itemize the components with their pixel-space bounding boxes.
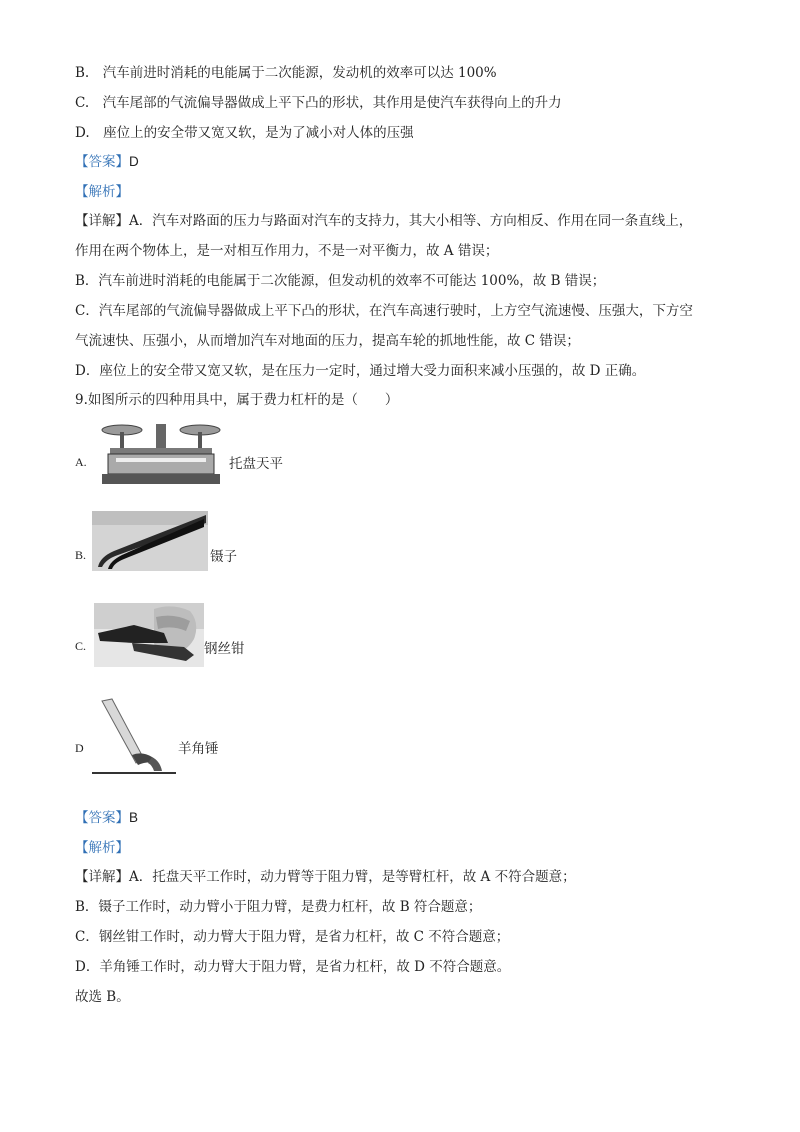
answer-label: 【答案】	[75, 154, 129, 170]
detail-line: 【详解】A．汽车对路面的压力与路面对汽车的支持力，其大小相等、方向相反、作用在同一条直线上，	[75, 213, 693, 229]
option-label: C.	[75, 639, 87, 653]
analysis-label: 【解析】	[75, 840, 129, 856]
detail-line: D．座位上的安全带又宽又软，是在压力一定时，通过增大受力面积来减小压强的，故 D 正确。	[75, 363, 646, 379]
option-label: B.	[75, 548, 87, 562]
tweezers-image	[92, 511, 208, 571]
option-caption: 钢丝钳	[204, 641, 245, 657]
conclusion: 故选 B。	[75, 989, 130, 1005]
detail-line: 作用在两个物体上，是一对相互作用力，不是一对平衡力，故 A 错误；	[75, 243, 499, 259]
balance-scale-image	[100, 420, 222, 488]
answer-label: 【答案】	[75, 810, 129, 826]
option-caption: 羊角锤	[178, 741, 219, 757]
analysis-label: 【解析】	[75, 184, 129, 200]
answer	[75, 808, 138, 828]
detail-line: D．羊角锤工作时，动力臂大于阻力臂，是省力杠杆，故 D 不符合题意。	[75, 959, 511, 975]
previous-answer	[75, 152, 139, 172]
option-d-text: D. 座位上的安全带又宽又软，是为了减小对人体的压强	[75, 125, 414, 141]
pliers-image	[94, 603, 204, 667]
answer-value: B	[129, 810, 139, 825]
detail-line: B．镊子工作时，动力臂小于阻力臂，是费力杠杆，故 B 符合题意；	[75, 899, 482, 915]
answer-value: D	[129, 154, 139, 169]
option-caption: 托盘天平	[229, 456, 283, 472]
detail-line: C．汽车尾部的气流偏导器做成上平下凸的形状，在汽车高速行驶时，上方空气流速慢、压强大，下方空	[75, 303, 693, 319]
detail-line: 【详解】A．托盘天平工作时，动力臂等于阻力臂，是等臂杠杆，故 A 不符合题意；	[75, 869, 576, 885]
detail-line: C．钢丝钳工作时，动力臂大于阻力臂，是省力杠杆，故 C 不符合题意；	[75, 929, 510, 945]
detail-line: 气流速快、压强小，从而增加汽车对地面的压力，提高车轮的抓地性能，故 C 错误；	[75, 333, 580, 349]
option-label: D	[75, 741, 84, 755]
question-stem: 9.如图所示的四种用具中，属于费力杠杆的是（ ）	[75, 392, 399, 408]
option-c-text: C. 汽车尾部的气流偏导器做成上平下凸的形状，其作用是使汽车获得向上的升力	[75, 95, 562, 111]
detail-line: B．汽车前进时消耗的电能属于二次能源，但发动机的效率不可能达 100%，故 B 错误；	[75, 273, 606, 289]
option-label: A.	[75, 455, 87, 469]
option-caption: 镊子	[210, 549, 237, 565]
option-b-text: B. 汽车前进时消耗的电能属于二次能源，发动机的效率可以达 100%	[75, 65, 497, 81]
claw-hammer-image	[92, 697, 176, 777]
